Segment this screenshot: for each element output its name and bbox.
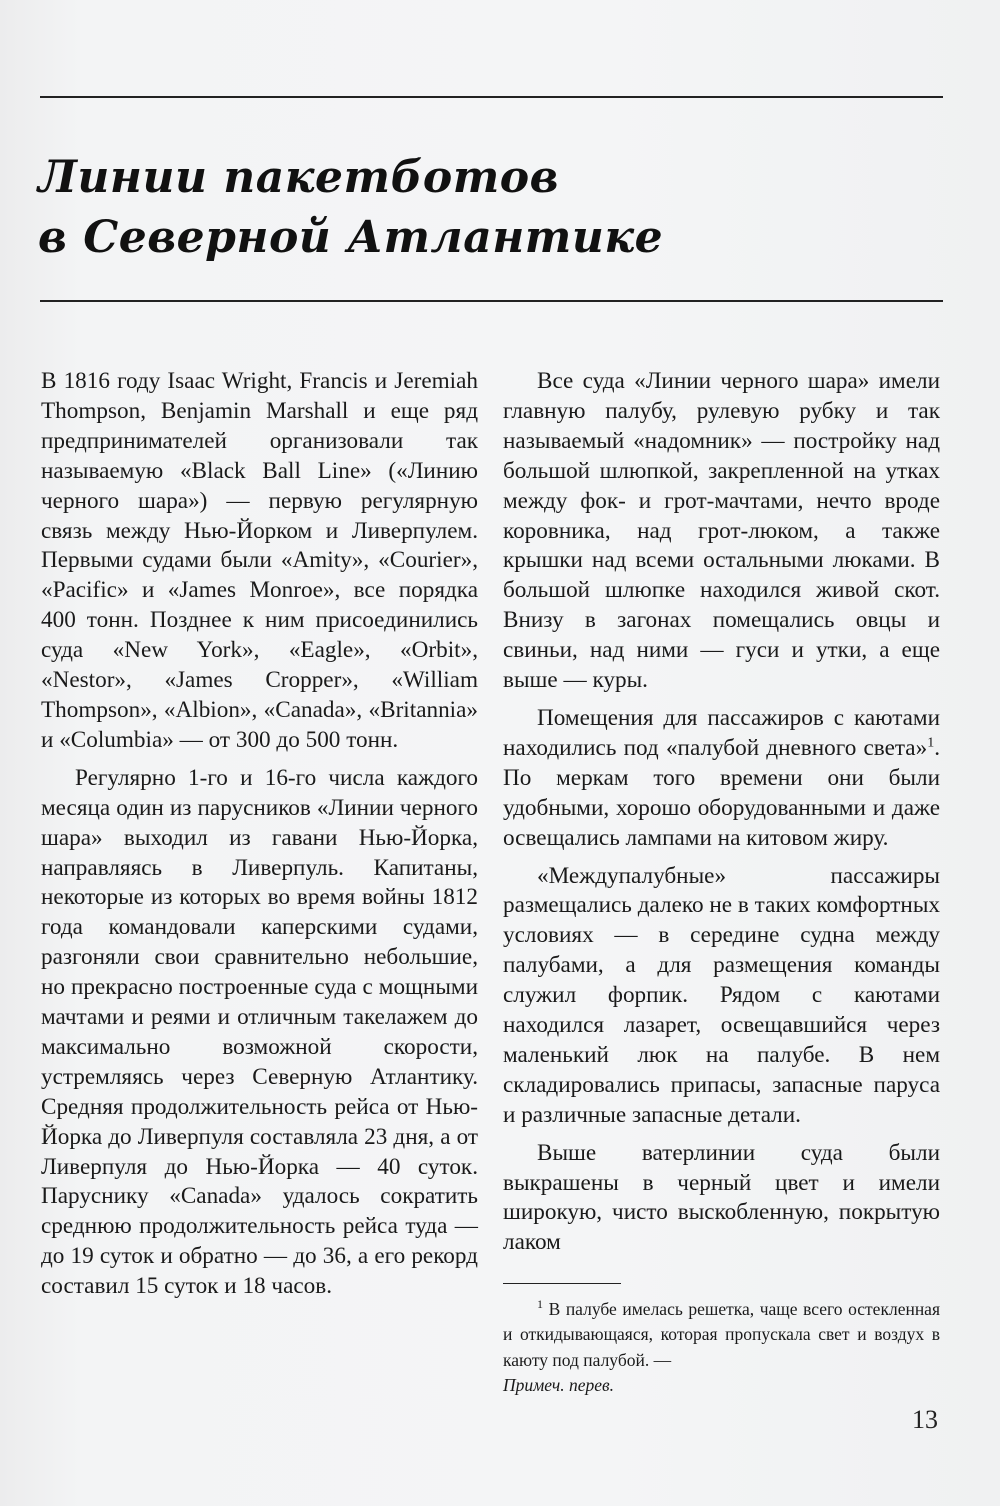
paragraph: «Междупалубные» пассажиры размещались далеко не в таких комфортных условиях — в середине судна между палубами, а для размещения команды служил форпик. Рядом с каютами находился лазарет, освещавшийся через маленький люк на палубе. В нем складировались припасы, запасные паруса и различные запасные детали. [503,862,940,1128]
paragraph: Выше ватерлинии суда были выкрашены в черный цвет и имели широкую, чисто выскобленную, покрытую лаком [503,1139,940,1256]
footnote-marker: 1 [537,1297,543,1311]
chapter-title-line-2: в Северной Атлантике [38,212,664,263]
page-number: 13 [912,1405,938,1434]
footnote-translator-note: Примеч. перев. [503,1375,614,1396]
footnote-text: В палубе имелась решетка, чаще всего остекленная и откидывающаяся, которая пропускала свет и воздух в каюту под палубой. — [503,1298,941,1370]
right-text-column [503,367,940,1258]
paragraph: Все суда «Линии черного шара» имели главную палубу, рулевую рубку и так называемый «надомник» — постройку над большой шлюпкой, закрепленной на утках между фок- и грот-мачтами, нечто вроде коровника, над грот-люком, а также крышки над всеми остальными люками. В большой шлюпке находился живой скот. Внизу в загонах помещались овцы и свиньи, над ними — гуси и утки, а еще выше — куры. [503,368,940,694]
paragraph-text: Помещения для пассажиров с каютами находились под «палубой дневного света» [503,704,940,761]
footnote-separator [503,1283,621,1284]
footnote-reference[interactable]: 1 [927,735,935,751]
paragraph-text: . По меркам того времени они были удобными, хорошо оборудованными и даже освещались лампами на китовом жиру. [503,734,940,851]
footnote [503,1292,940,1399]
footnote-body [503,1292,940,1373]
chapter-title-line-1: Линии пакетботов [38,152,560,203]
title-top-rule [40,96,943,98]
paragraph-with-footnote-ref [503,704,940,854]
left-text-column [41,367,478,1302]
paragraph: В 1816 году Isaac Wright, Francis и Jeremiah Thompson, Benjamin Marshall и еще ряд предпринимателей организовали так называемую «Black Ball Line» («Линию черного шара») — первую регулярную связь между Нью-Йорком и Ливерпулем. Первыми судами были «Amity», «Courier», «Pacific» и «James Monroe», все порядка 400 тонн. Позднее к ним присоединились суда «New York», «Eagle», «Orbit», «Nestor», «James Cropper», «William Thompson», «Albion», «Canada», «Britannia» и «Columbia» — от 300 до 500 тонн. [41,368,478,753]
chapter-title [38,148,738,268]
paragraph: Регулярно 1-го и 16-го числа каждого месяца один из парусников «Линии черного шара» выходил из гавани Нью-Йорка, направляясь в Ливерпуль. Капитаны, некоторые из которых во время войны 1812 года командовали каперскими судами, разгоняли свои сравнительно небольшие, но прекрасно построенные суда с мощными мачтами и реями и отличным такелажем до максимально возможной скорости, устремляясь через Северную Атлантику. Средняя продолжительность рейса от Нью-Йорка до Ливерпуля составляла 23 дня, а от Ливерпуля до Нью-Йорка — 40 суток. Паруснику «Canada» удалось сократить среднюю продолжительность рейса туда — до 19 суток и обратно — до 36, а его рекорд составил 15 суток и 18 часов. [41,764,478,1300]
title-bottom-rule [40,300,943,302]
